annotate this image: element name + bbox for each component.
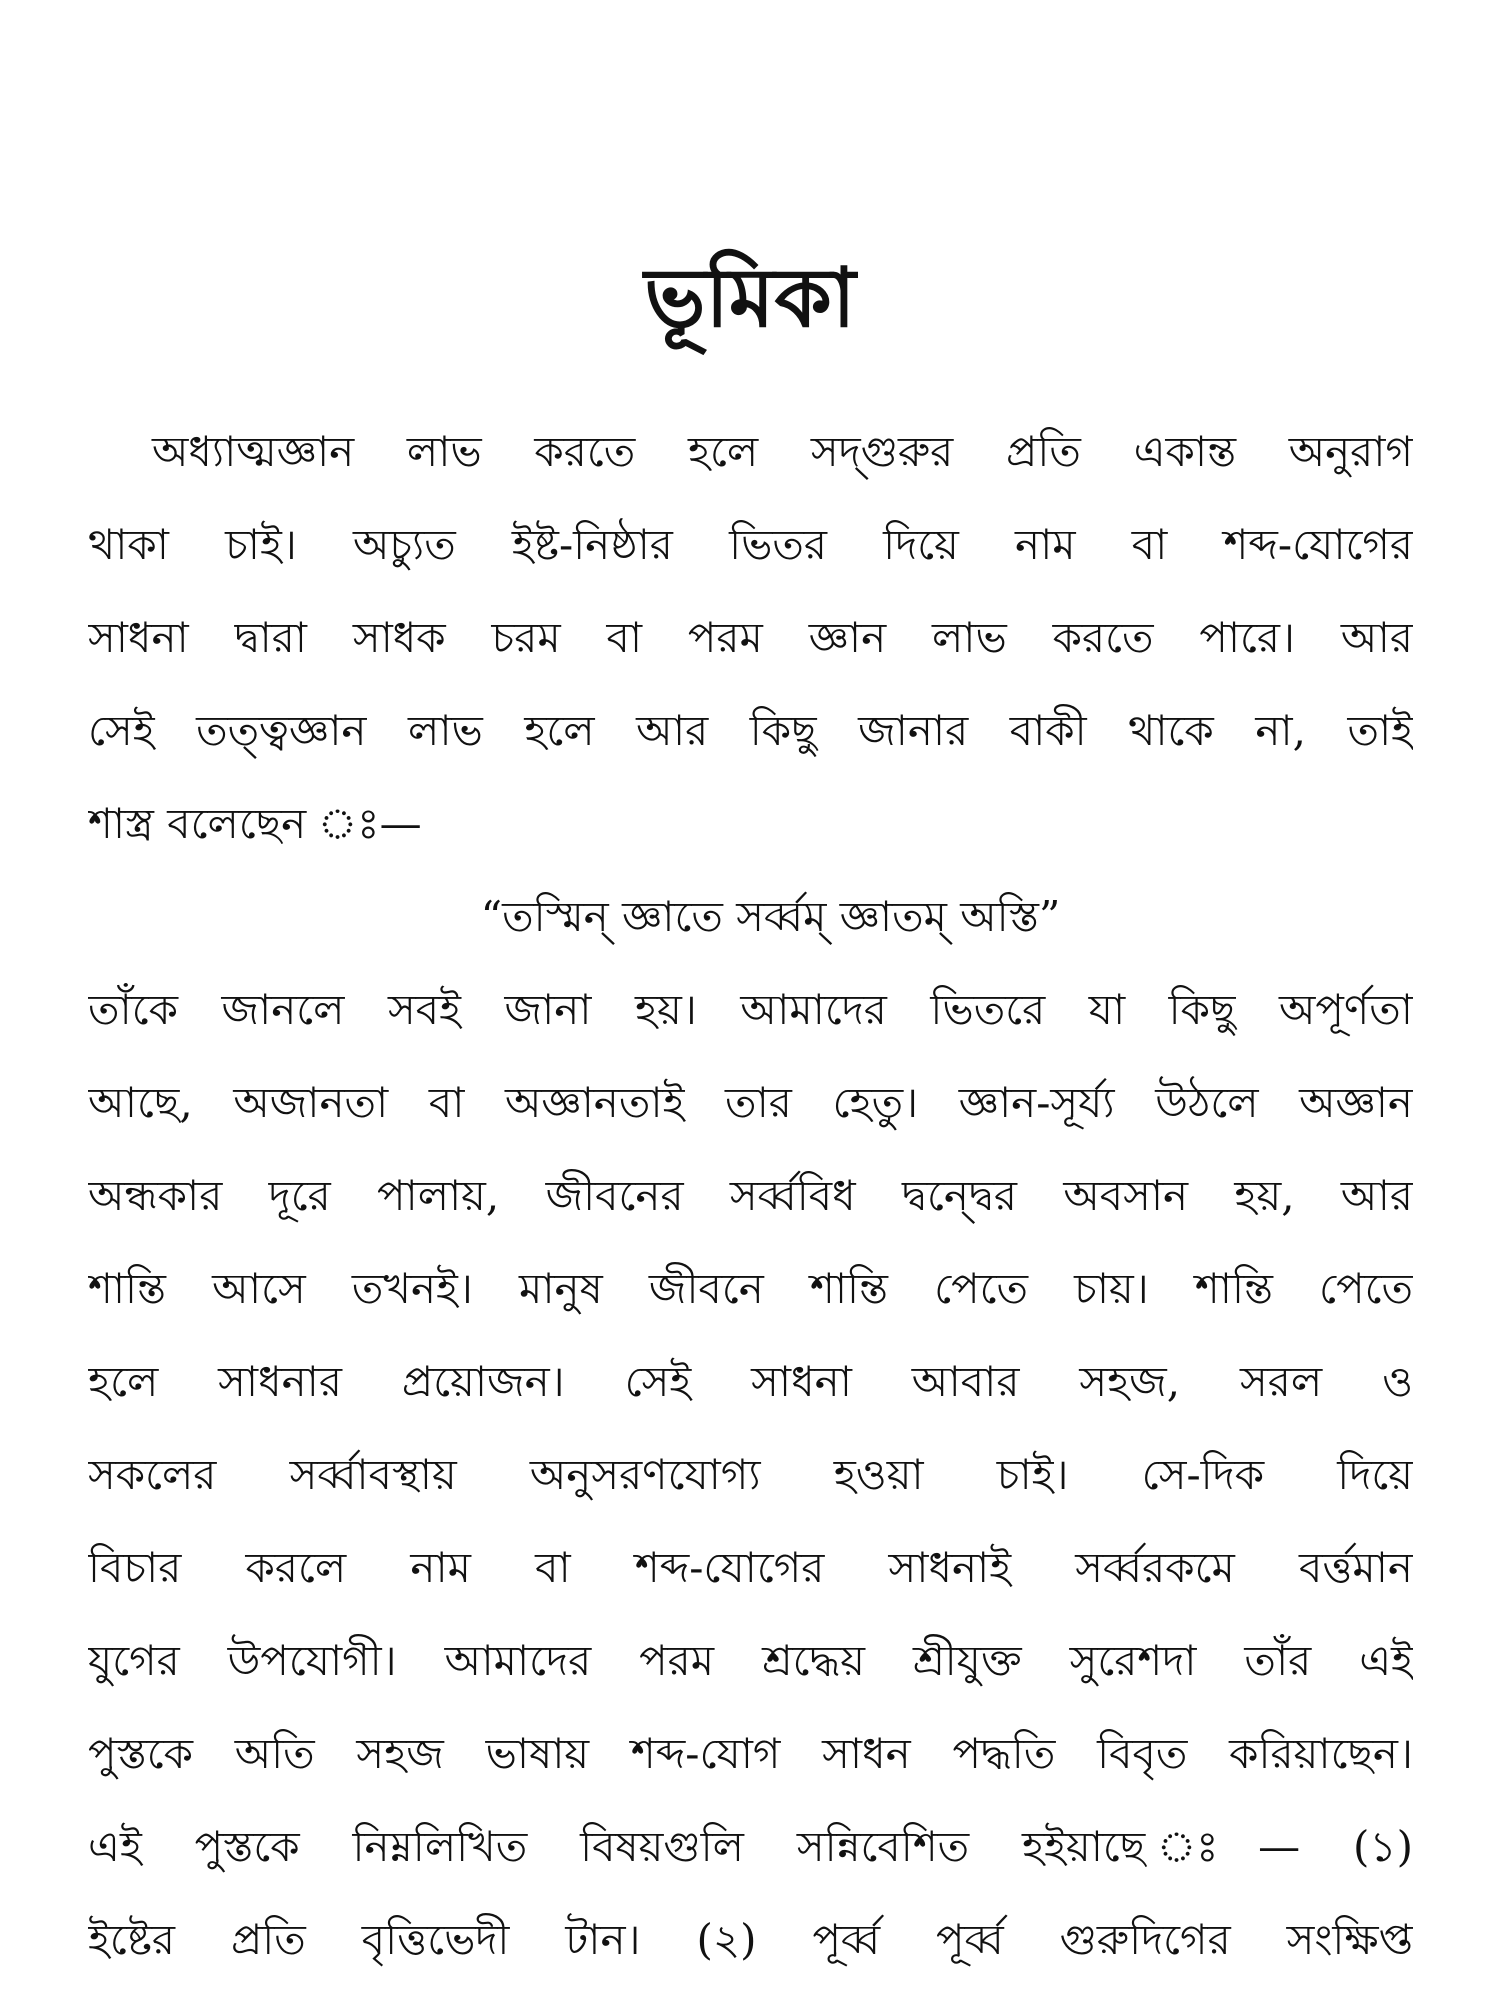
text-line: সকলের সর্ব্বাবস্থায় অনুসরণযোগ্য হওয়া চাই। সে-দিক দিয়ে — [88, 1450, 1413, 1499]
text-line: শাস্ত্র বলেছেন ঃ— — [88, 799, 422, 848]
text-line: সাধনা দ্বারা সাধক চরম বা পরম জ্ঞান লাভ করতে পারে। আর — [88, 613, 1413, 662]
text-line: পুস্তকে অতি সহজ ভাষায় শব্দ-যোগ সাধন পদ্ধতি বিবৃত করিয়াছেন। — [88, 1729, 1413, 1778]
text-line: অন্ধকার দূরে পালায়, জীবনের সর্ব্ববিধ দ্বন্দ্বের অবসান হয়, আর — [88, 1171, 1413, 1220]
body-text — [88, 405, 1413, 1986]
text-line: বিচার করলে নাম বা শব্দ-যোগের সাধনাই সর্ব্বরকমে বর্ত্তমান — [88, 1543, 1413, 1592]
text-line: ইষ্টের প্রতি বৃত্তিভেদী টান। (২) পূর্ব্ব পূর্ব্ব গুরুদিগের সংক্ষিপ্ত — [88, 1915, 1413, 1964]
text-line: যুগের উপযোগী। আমাদের পরম শ্রদ্ধেয় শ্রীযুক্ত সুরেশদা তাঁর এই — [88, 1636, 1413, 1685]
text-line: থাকা চাই। অচ্যুত ইষ্ট-নিষ্ঠার ভিতর দিয়ে নাম বা শব্দ-যোগের — [88, 520, 1413, 569]
text-line: এই পুস্তকে নিম্নলিখিত বিষয়গুলি সন্নিবেশিত হইয়াছে ঃ— (১) — [88, 1822, 1413, 1871]
text-line: অধ্যাত্মজ্ঞান লাভ করতে হলে সদ্‌গুরুর প্রতি একান্ত অনুরাগ — [152, 427, 1413, 476]
text-line: তাঁকে জানলে সবই জানা হয়। আমাদের ভিতরে যা কিছু অপূর্ণতা — [88, 985, 1413, 1034]
text-line: হলে সাধনার প্রয়োজন। সেই সাধনা আবার সহজ, সরল ও — [88, 1357, 1413, 1406]
text-line: সেই তত্ত্বজ্ঞান লাভ হলে আর কিছু জানার বাকী থাকে না, তাই — [88, 706, 1413, 755]
text-line: শান্তি আসে তখনই। মানুষ জীবনে শান্তি পেতে চায়। শান্তি পেতে — [88, 1264, 1413, 1313]
text-line: আছে, অজানতা বা অজ্ঞানতাই তার হেতু। জ্ঞান-সূর্য্য উঠলে অজ্ঞান — [88, 1078, 1413, 1127]
page-title: ভূমিকা — [644, 250, 856, 346]
quotation: “তস্মিন্ জ্ঞাতে সর্ব্বম্ জ্ঞাতম্ অস্তি” — [480, 892, 1061, 941]
